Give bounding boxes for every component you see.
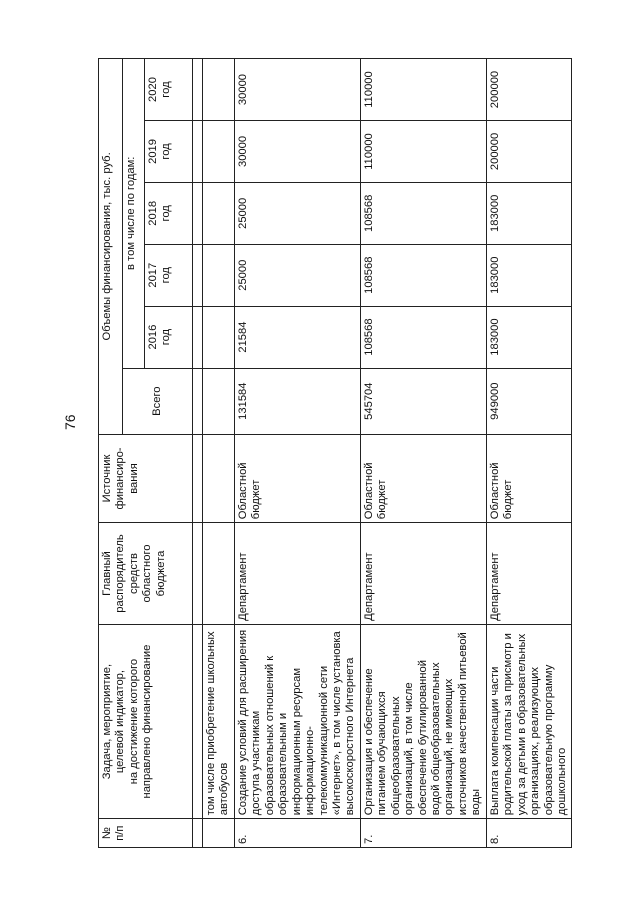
col-header-by-years: в том числе по годам: <box>123 59 145 369</box>
row-2020: 30000 <box>234 59 360 121</box>
row-task: том числе приобретение школьных автобусов <box>203 624 235 818</box>
row-2016: 108568 <box>360 306 486 368</box>
row-total: 131584 <box>234 368 360 434</box>
row-manager: Департамент <box>234 523 360 625</box>
col-header-task: Задача, мероприятие, целевой индикатор, на достижение которого направлено финансирование <box>99 624 193 818</box>
page-number: 76 <box>62 414 78 430</box>
row-number: 8. <box>486 819 572 848</box>
row-number: 6. <box>234 819 360 848</box>
row-source: Областной бюджет <box>486 434 572 522</box>
col-header-year-2019: 2019 год <box>145 121 193 183</box>
table-row <box>360 59 486 848</box>
row-task: Организация и обеспечение питанием обучающихся общеобразовательных организаций, в том числе обеспечение бутилированной водой общеобразовательных организаций, не имеющих источников качественной питьевой воды <box>360 624 486 818</box>
row-2017: 108568 <box>360 244 486 306</box>
row-total <box>203 368 235 434</box>
row-2020: 110000 <box>360 59 486 121</box>
row-2017: 183000 <box>486 244 572 306</box>
header-row-1 <box>99 59 123 848</box>
table-row <box>486 59 572 848</box>
row-2019: 110000 <box>360 121 486 183</box>
col-header-manager: Главный распорядитель средств областного бюджета <box>99 523 193 625</box>
row-2019: 200000 <box>486 121 572 183</box>
row-2017 <box>203 244 235 306</box>
row-2016 <box>203 306 235 368</box>
spacer-row <box>193 59 203 848</box>
row-2018 <box>203 182 235 244</box>
row-2020: 200000 <box>486 59 572 121</box>
row-total: 949000 <box>486 368 572 434</box>
row-number <box>203 819 235 848</box>
budget-table-rotated <box>98 58 568 848</box>
row-source: Областной бюджет <box>360 434 486 522</box>
row-manager: Департамент <box>360 523 486 625</box>
col-header-source: Источник финансиро- вания <box>99 434 193 522</box>
row-number: 7. <box>360 819 486 848</box>
row-2017: 25000 <box>234 244 360 306</box>
col-header-volumes: Объемы финансирования, тыс. руб. <box>99 59 123 435</box>
col-header-year-2016: 2016 год <box>145 306 193 368</box>
row-source <box>203 434 235 522</box>
row-2018: 108568 <box>360 182 486 244</box>
row-2019: 30000 <box>234 121 360 183</box>
col-header-no: № п/п <box>99 819 193 848</box>
row-total: 545704 <box>360 368 486 434</box>
row-manager <box>203 523 235 625</box>
budget-table <box>98 58 572 848</box>
col-header-year-2018: 2018 год <box>145 182 193 244</box>
row-task: Создание условий для расширения доступа участникам образовательных отношений к образовательным и информационным ресурсам информационно-телекоммуникационной сети «Интернет», в том числе установка высокоскоростного Интернета <box>234 624 360 818</box>
table-row <box>234 59 360 848</box>
row-2016: 183000 <box>486 306 572 368</box>
row-source: Областной бюджет <box>234 434 360 522</box>
col-header-year-2020: 2020 год <box>145 59 193 121</box>
row-manager: Департамент <box>486 523 572 625</box>
row-2018: 183000 <box>486 182 572 244</box>
table-row <box>203 59 235 848</box>
row-2016: 21584 <box>234 306 360 368</box>
row-2019 <box>203 121 235 183</box>
col-header-total: Всего <box>123 368 193 434</box>
row-task: Выплата компенсации части родительской платы за присмотр и уход за детьми в образовательных организациях, реализующих образовательную программу дошкольного <box>486 624 572 818</box>
row-2020 <box>203 59 235 121</box>
col-header-year-2017: 2017 год <box>145 244 193 306</box>
row-2018: 25000 <box>234 182 360 244</box>
